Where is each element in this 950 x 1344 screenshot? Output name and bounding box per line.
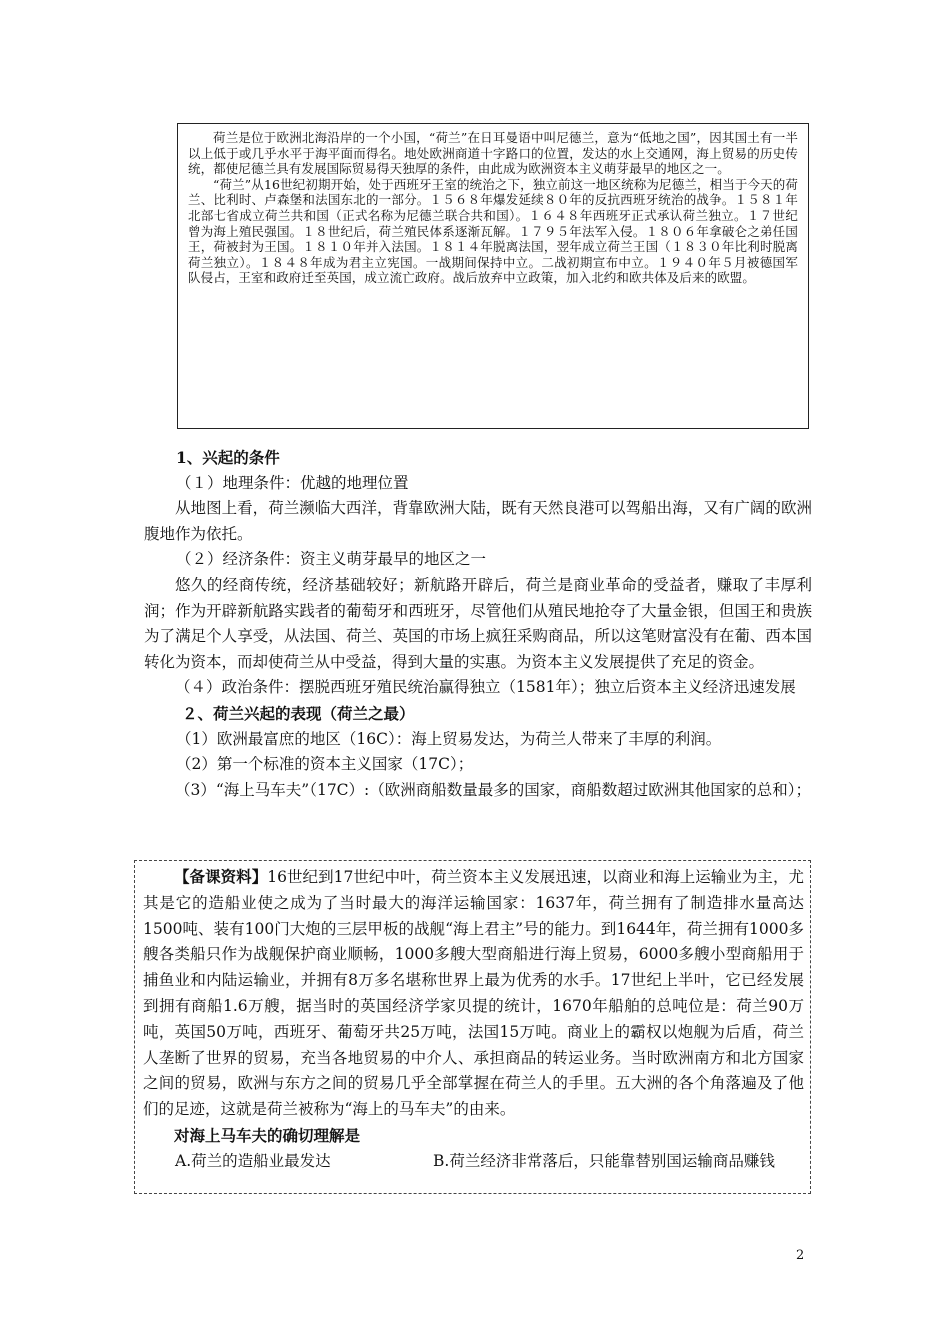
option-a[interactable]: A.荷兰的造船业最发达 (175, 1151, 331, 1170)
intro-paragraph-1: 荷兰是位于欧洲北海沿岸的一个小国，“荷兰”在日耳曼语中叫尼德兰，意为“低地之国”，因其国土有一半以上低于或几乎水平于海平面而得名。地处欧洲商道十字路口的位置，发达的水上交通网，海上贸易的历史传统，都使尼德兰具有发展国际贸易得天独厚的条件，由此成为欧洲资本主义萌芽最早的地区之一。 (188, 130, 798, 177)
page-number: 2 (796, 1248, 805, 1263)
section2-item-1: （1）欧洲最富庶的地区（16C）：海上贸易发达，为荷兰人带来了丰厚的利润。 (176, 729, 722, 748)
politics-text: （４）政治条件：摆脱西班牙殖民统治赢得独立（1581年）；独立后资本主义经济迅速发展 (175, 678, 796, 697)
question-text: 对海上马车夫的确切理解是 (174, 1125, 361, 1145)
reference-paragraph (143, 864, 804, 1123)
econ-text: 悠久的经商传统，经济基础较好；新航路开辟后，荷兰是商业革命的受益者，赚取了丰厚利润；作为开辟新航路实践者的葡萄牙和西班牙，尽管他们从殖民地抢夺了大量金银，但国王和贵族为了满足个人享受，从法国、荷兰、英国的市场上疯狂采购商品，所以这笔财富没有在葡、西本国转化为资本，而却使荷兰从中受益，得到大量的实惠。为资本主义发展提供了充足的资金。 (144, 575, 812, 671)
intro-box (177, 123, 809, 429)
section2-item-3: （3）“海上马车夫”（17C）:（欧洲商船数量最多的国家，商船数超过欧洲其他国家的总和）； (175, 780, 812, 799)
reference-label: 【备课资料】 (174, 867, 268, 886)
main-content (144, 445, 812, 803)
intro-paragraph-2: “荷兰”从16世纪初期开始，处于西班牙王室的统治之下，独立前这一地区统称为尼德兰，相当于今天的荷兰、比利时、卢森堡和法国东北的一部分。１５６８年爆发延续８０年的反抗西班牙统治的战争。１５８１年北部七省成立荷兰共和国（正式名称为尼德兰联合共和国）。１６４８年西班牙正式承认荷兰独立。１７世纪曾为海上殖民强国。１８世纪后，荷兰殖民体系逐渐瓦解。１７９５年法军入侵。１８０６年拿破仑之弟任国王，荷被封为王国。１８１０年并入法国。１８１４年脱离法国，翌年成立荷兰王国（１８３０年比利时脱离荷兰独立）。１８４８年成为君主立宪国。一战期间保持中立。二战初期宣布中立。１９４０年５月被德国军队侵占，王室和政府迁至英国，成立流亡政府。战后放弃中立政策，加入北约和欧共体及后来的欧盟。 (188, 176, 798, 286)
answer-options (143, 1149, 804, 1175)
geo-heading: （１）地理条件：优越的地理位置 (176, 473, 409, 492)
reference-text: 16世纪到17世纪中叶，荷兰资本主义发展迅速，以商业和海上运输业为主，尤其是它的造船业使之成为了当时最大的海洋运输国家：1637年，荷兰拥有了制造排水量高达1500吨、装有100门大炮的三层甲板的战舰“海上君主”号的能力。到1644年，荷兰拥有1000多艘各类船只作为战舰保护商业顺畅，1000多艘大型商船进行海上贸易，6000多艘小型商船用于捕鱼业和内陆运输业，并拥有8万多名堪称世界上最为优秀的水手。17世纪上半叶，它已经发展到拥有商船1.6万艘，据当时的英国经济学家贝提的统计，1670年船舶的总吨位是：荷兰90万吨，英国50万吨，西班牙、葡萄牙共25万吨，法国15万吨。商业上的霸权以炮舰为后盾，荷兰人垄断了世界的贸易，充当各地贸易的中介人、承担商品的转运业务。当时欧洲南方和北方国家之间的贸易，欧洲与东方之间的贸易几乎全部掌握在荷兰人的手里。五大洲的各个角落遍及了他们的足迹，这就是荷兰被称为“海上的马车夫”的由来。 (143, 868, 804, 1119)
section1-title: 1、兴起的条件 (176, 448, 280, 467)
section2-title: ２、荷兰兴起的表现（荷兰之最） (182, 703, 415, 723)
section2-item-2: （2）第一个标准的资本主义国家（17C）； (176, 755, 474, 774)
option-b[interactable]: B.荷兰经济非常落后，只能靠替别国运输商品赚钱 (433, 1151, 775, 1170)
econ-heading: （２）经济条件：资主义萌芽最早的地区之一 (176, 550, 487, 569)
reference-box (134, 860, 811, 1194)
geo-text: 从地图上看，荷兰濒临大西洋，背靠欧洲大陆，既有天然良港可以驾船出海，又有广阔的欧洲腹地作为依托。 (144, 499, 812, 543)
